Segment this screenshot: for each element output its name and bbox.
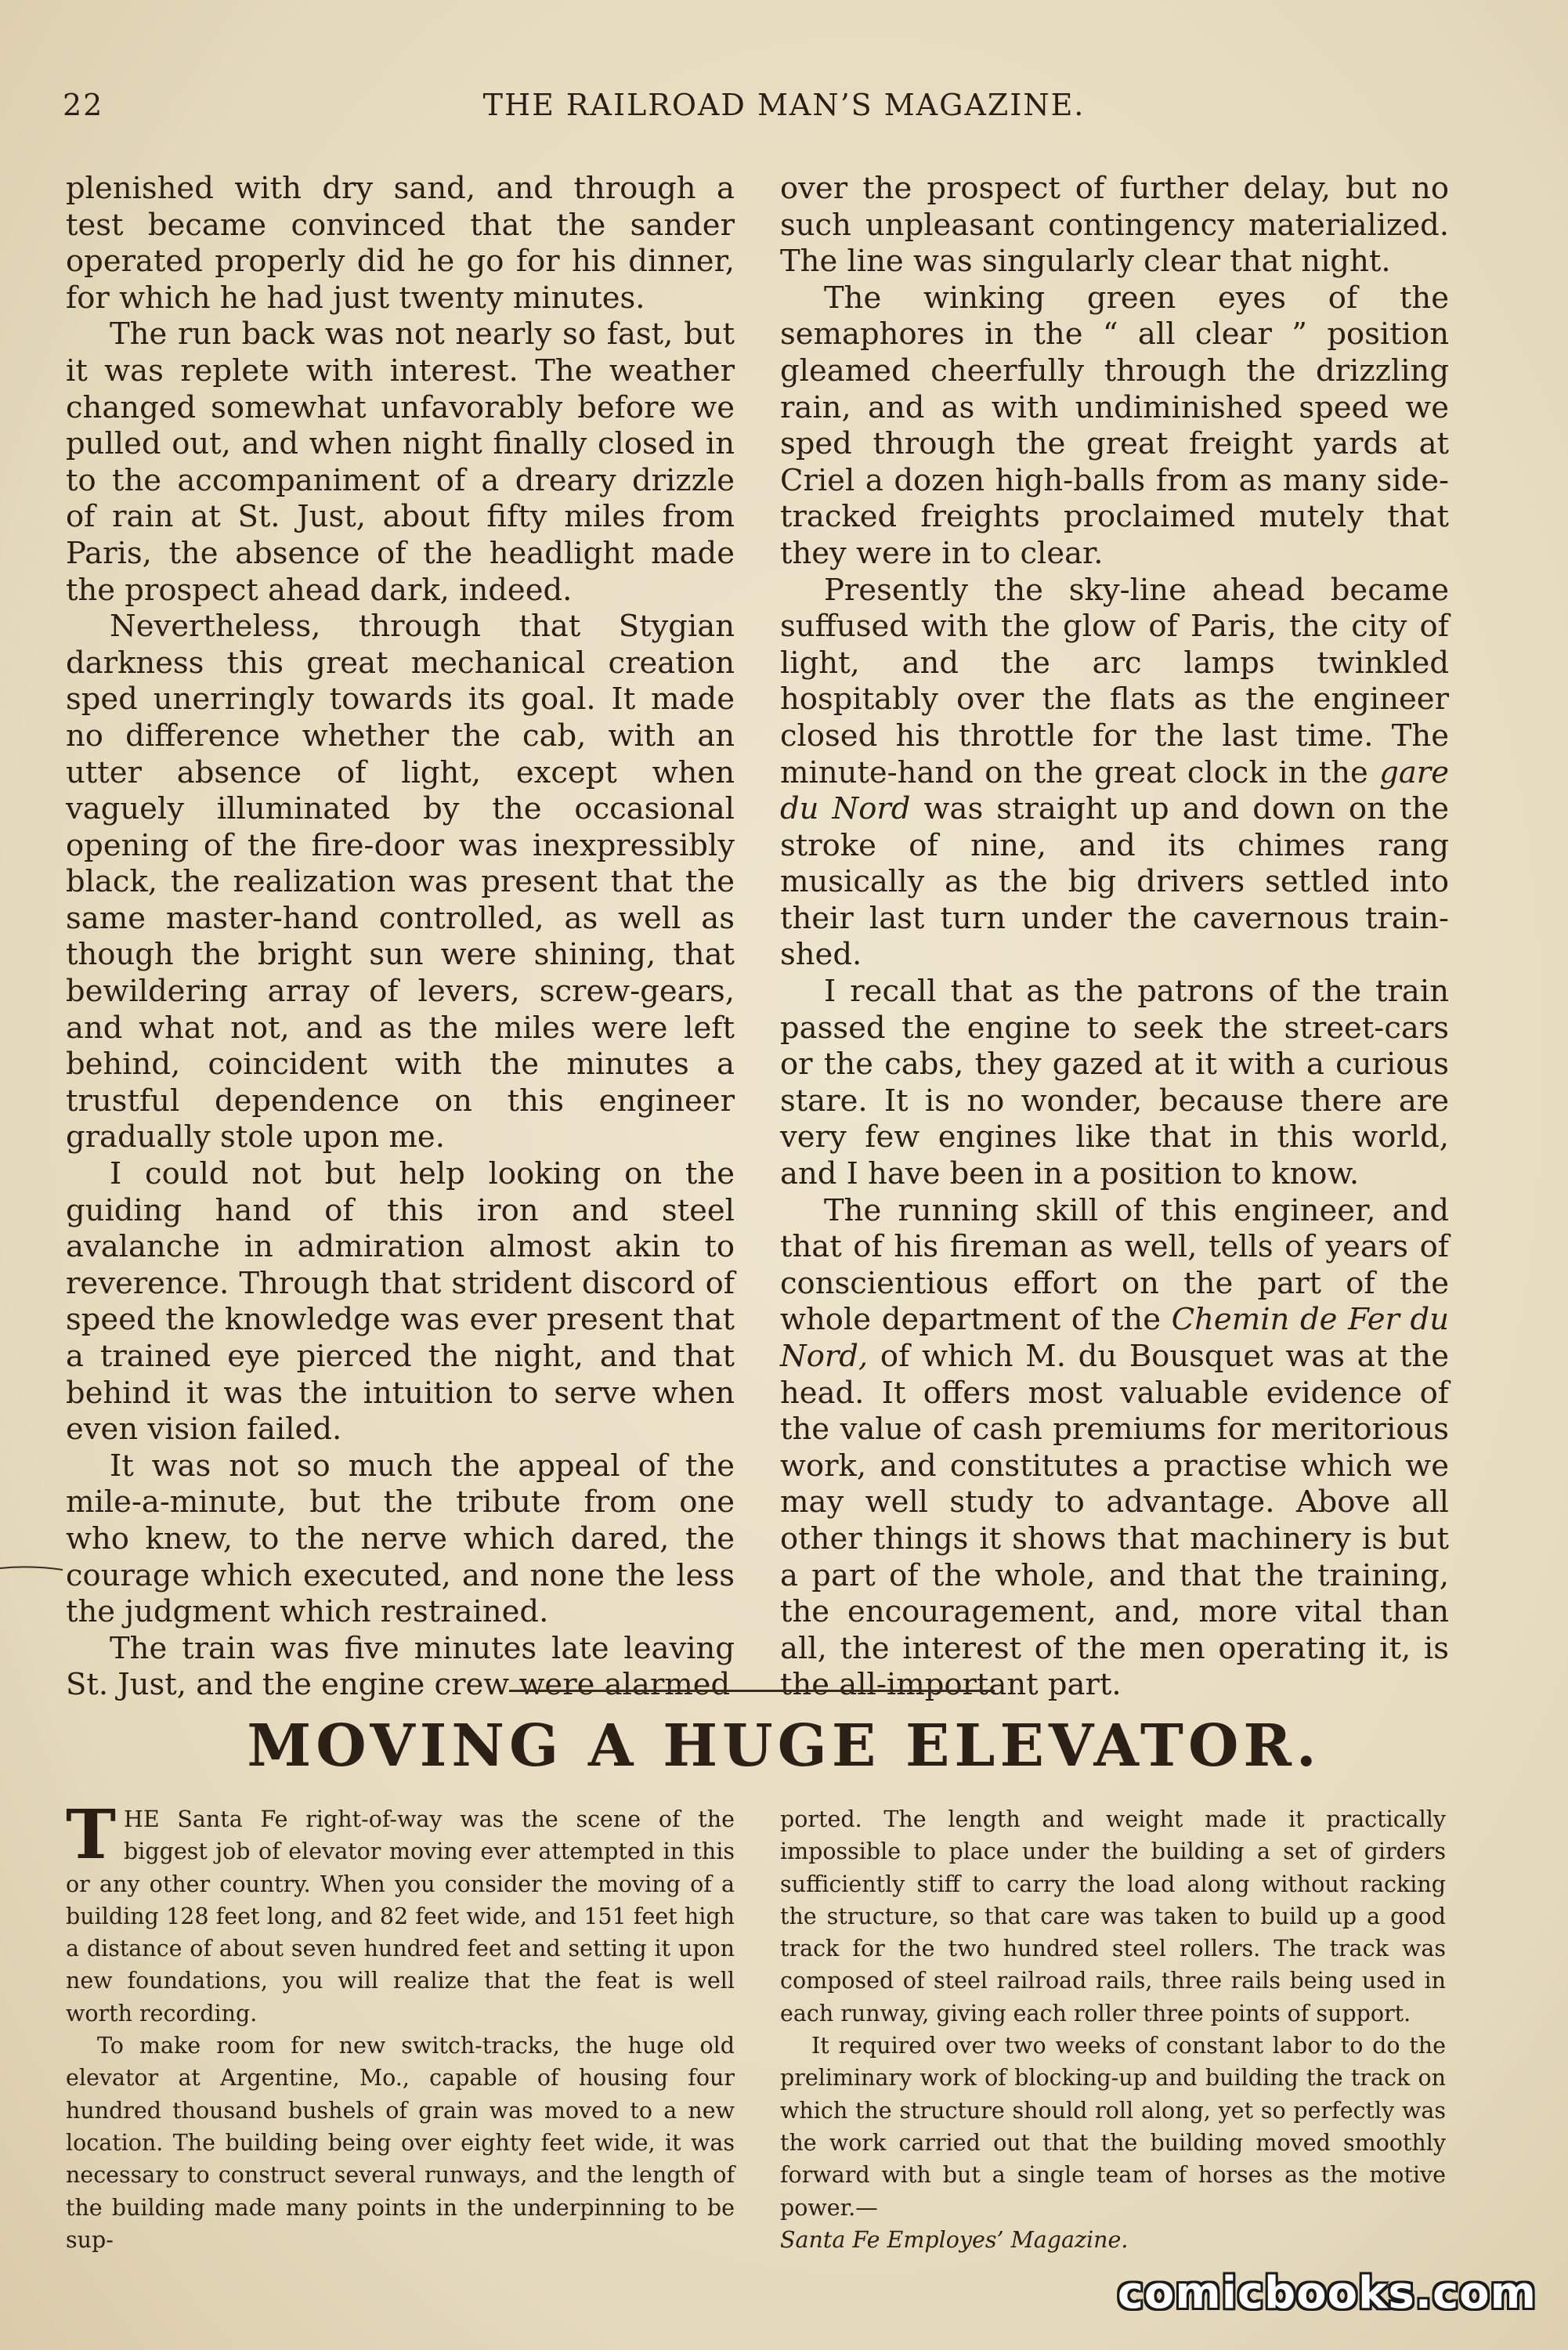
article-left-column (66, 1795, 735, 2256)
paragraph (780, 573, 1449, 974)
italic-phrase: gare du Nord (780, 754, 1449, 827)
running-head: THE RAILROAD MAN’S MAGAZINE. (482, 88, 1086, 122)
watermark-logo: comicbooks.com (1117, 2268, 1537, 2319)
paragraph: To make room for new switch-tracks, the huge old elevator at Argentine, Mo., capable of housing four hundred thousand bushels of grain was moved to a new location. The building being over eighty feet wide, it was necessary to construct several runways, and the length of the building made many points in the underpinning to be sup- (66, 2033, 735, 2253)
text-run: HE Santa Fe right-of-way was the scene of the biggest job of elevator moving ever attempted in this or any other country. When you consider the moving of a building 128 feet long, and 82 feet wide, and 151 feet high a distance of about seven hundred feet and setting it upon new foundations, you will realize that the feat is well worth recording. (66, 1806, 735, 2026)
paragraph: It was not so much the appeal of the mile-a-minute, but the tribute from one who knew, to the nerve which dared, the courage which executed, and none the less the judgment which restrained. (66, 1448, 735, 1630)
paragraph: plenished with dry sand, and through a test became convinced that the sander operated properly did he go for his dinner, for which he had just twenty minutes. (66, 171, 735, 316)
paragraph: It required over two weeks of constant labor to do the preliminary work of blocking-up and building the track on which the structure should roll along, yet so perfectly was the work carried out that the building moved smoothly forward with but a single team of horses as the motive power.— (780, 2033, 1446, 2221)
article-title: MOVING A HUGE ELEVATOR. (247, 1712, 1321, 1780)
text-run: The running skill of this engineer, and that of his fireman as well, tells of years of conscientious effort on the part of the whole department of the (780, 1192, 1449, 1338)
paragraph: I recall that as the patrons of the train passed the engine to seek the street-cars or the cabs, they gazed at it with a curious stare. It is no wonder, because there are very few engines like that in this world, and I have been in a position to know. (780, 974, 1449, 1192)
paragraph: I could not but help looking on the guiding hand of this iron and steel avalanche in admiration almost akin to reverence. Through that strident discord of speed the knowledge was ever present that a trained eye pierced the night, and that behind it was the intuition to serve when even vision failed. (66, 1156, 735, 1448)
paragraph: Nevertheless, through that Stygian darkness this great mechanical creation sped unerringly towards its goal. It made no difference whether the cab, with an utter absence of light, except when vaguely illuminated by the occasional opening of the fire-door was inexpressibly black, the realization was present that the same master-hand controlled, as well as though the bright sun were shining, that bewildering array of levers, screw-gears, and what not, and as the miles were left behind, coincident with the minutes a trustful dependence on this engineer gradually stole upon me. (66, 609, 735, 1155)
article-right-column (780, 1803, 1446, 2256)
section-divider (509, 1690, 995, 1692)
paragraph (780, 1193, 1449, 1704)
left-column-top (66, 171, 735, 1704)
paragraph: The run back was not nearly so fast, but it was replete with interest. The weather changed somewhat unfavorably before we pulled out, and when night finally closed in to the accompaniment of a dreary drizzle of rain at St. Just, about fifty miles from Paris, the absence of the headlight made the prospect ahead dark, indeed. (66, 316, 735, 608)
paragraph (66, 1795, 735, 2030)
paragraph: over the prospect of further delay, but no such unpleasant contingency materialized. The line was singularly clear that night. (780, 171, 1449, 280)
text-run: Presently the sky-line ahead became suffused with the glow of Paris, the city of light, and the arc lamps twinkled hospitably over the flats as the engineer closed his throttle for the last time. The minute-hand on the great clock in the (780, 572, 1449, 790)
italic-phrase: Chemin de Fer du Nord, (780, 1302, 1449, 1374)
drop-cap: T (66, 1795, 116, 1875)
page-number: 22 (63, 88, 104, 122)
margin-pencil-mark (0, 1560, 66, 1576)
paragraph: The winking green eyes of the semaphores in the “ all clear ” position gleamed cheerfully through the drizzling rain, and as with undiminished speed we sped through the great freight yards at Criel a dozen high-balls from as many side-tracked freights proclaimed mutely that they were in to clear. (780, 280, 1449, 571)
text-run: of which M. du Bousquet was at the head. It offers most valuable evidence of the value of cash premiums for meritorious work, and constitutes a practise which we may well study to advantage. Above all other things it shows that machinery is but a part of the whole, and that the training, the encouragement, and, more vital than all, the interest of the men operating it, is the all-important part. (780, 1339, 1449, 1703)
page-header (63, 88, 1505, 135)
right-column-top (780, 171, 1449, 1704)
paragraph: The train was five minutes late leaving St. Just, and the engine crew were alarmed (66, 1630, 735, 1703)
source-credit: Santa Fe Employes’ Magazine. (780, 2226, 1129, 2253)
paragraph: ported. The length and weight made it practically impossible to place under the building a set of girders sufficiently stiff to carry the load along without racking the structure, so that care was taken to build up a good track for the two hundred steel rollers. The track was composed of steel railroad rails, three rails being used in each runway, giving each roller three points of support. (780, 1806, 1446, 2026)
text-run: was straight up and down on the stroke of nine, and its chimes rang musically as the big drivers settled into their last turn under the cavernous train-shed. (780, 791, 1449, 973)
